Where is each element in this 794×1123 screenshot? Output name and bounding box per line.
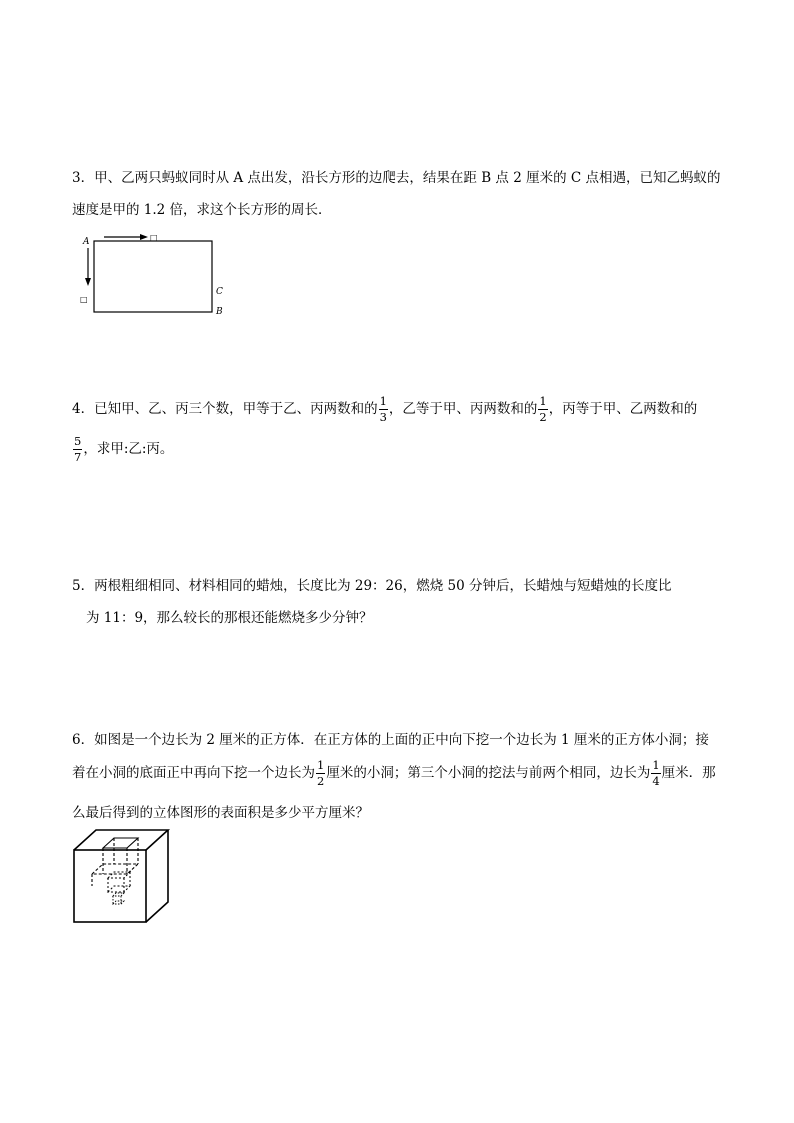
cube-top-face [74,830,168,850]
q6-text-3: 厘米．那 [661,765,716,781]
hole-2 [108,872,130,892]
q6-cube-figure [70,826,174,928]
q6-text-2: 厘米的小洞；第三个小洞的挖法与前两个相同，边长为 [326,765,651,781]
q6-line-3: 么最后得到的立体图形的表面积是多少平方厘米？ [72,805,369,821]
q3-rectangle-figure [76,228,236,320]
q4-fraction-1 [379,396,388,423]
label-c: C [216,287,223,297]
hole-3 [113,893,124,904]
q3-line-1: 3．甲、乙两只蚂蚁同时从 A 点出发，沿长方形的边爬去，结果在距 B 点 2 厘米的 C 点相遇，已知乙蚂蚁的 [72,170,721,186]
left-arrow-head [85,278,91,286]
label-left-box: □ [80,295,88,304]
q6-fraction-2 [651,760,660,787]
rectangle-outline [94,241,212,312]
fraction-denominator: 7 [74,449,82,464]
q4-text-2: ，乙等于甲、丙两数和的 [388,401,538,417]
q4-fraction-2 [538,396,547,423]
label-top-box: □ [150,233,158,242]
fraction-numerator: 5 [74,434,82,448]
q3-line-2: 速度是甲的 1.2 倍，求这个长方形的周长． [72,202,332,218]
label-b: B [216,307,223,317]
fraction-numerator: 1 [379,394,387,408]
cube-front-face [74,850,146,922]
fraction-numerator: 1 [539,394,547,408]
top-arrow-head [140,234,148,240]
fraction-denominator: 2 [539,409,547,424]
fraction-denominator: 2 [317,773,325,788]
q5-line-1: 5．两根粗细相同、材料相同的蜡烛，长度比为 29：26，燃烧 50 分钟后，长蜡烛与短蜡烛的长度比 [72,578,672,594]
q4-line-2 [72,436,173,462]
fraction-denominator: 4 [652,773,660,788]
label-a: A [83,237,90,247]
hole-1 [92,838,138,886]
cube-right-face [146,830,168,922]
q4-line-1 [72,396,697,422]
q6-text-1: 着在小洞的底面正中再向下挖一个边长为 [72,765,315,781]
fraction-denominator: 3 [379,409,387,424]
q5-line-2: 为 11：9，那么较长的那根还能燃烧多少分钟？ [86,610,373,626]
q4-text-3: ，丙等于甲、乙两数和的 [548,401,698,417]
fraction-numerator: 1 [652,758,660,772]
q6-line-1: 6．如图是一个边长为 2 厘米的正方体．在正方体的上面的正中向下挖一个边长为 1 厘米的正方体小洞；接 [72,732,709,748]
q4-fraction-3 [73,436,82,463]
q6-fraction-1 [316,760,325,787]
q4-text-4: ，求甲:乙:丙。 [83,441,174,457]
q6-line-2 [72,760,716,786]
fraction-numerator: 1 [317,758,325,772]
q4-text-1: 4．已知甲、乙、丙三个数，甲等于乙、丙两数和的 [72,401,378,417]
